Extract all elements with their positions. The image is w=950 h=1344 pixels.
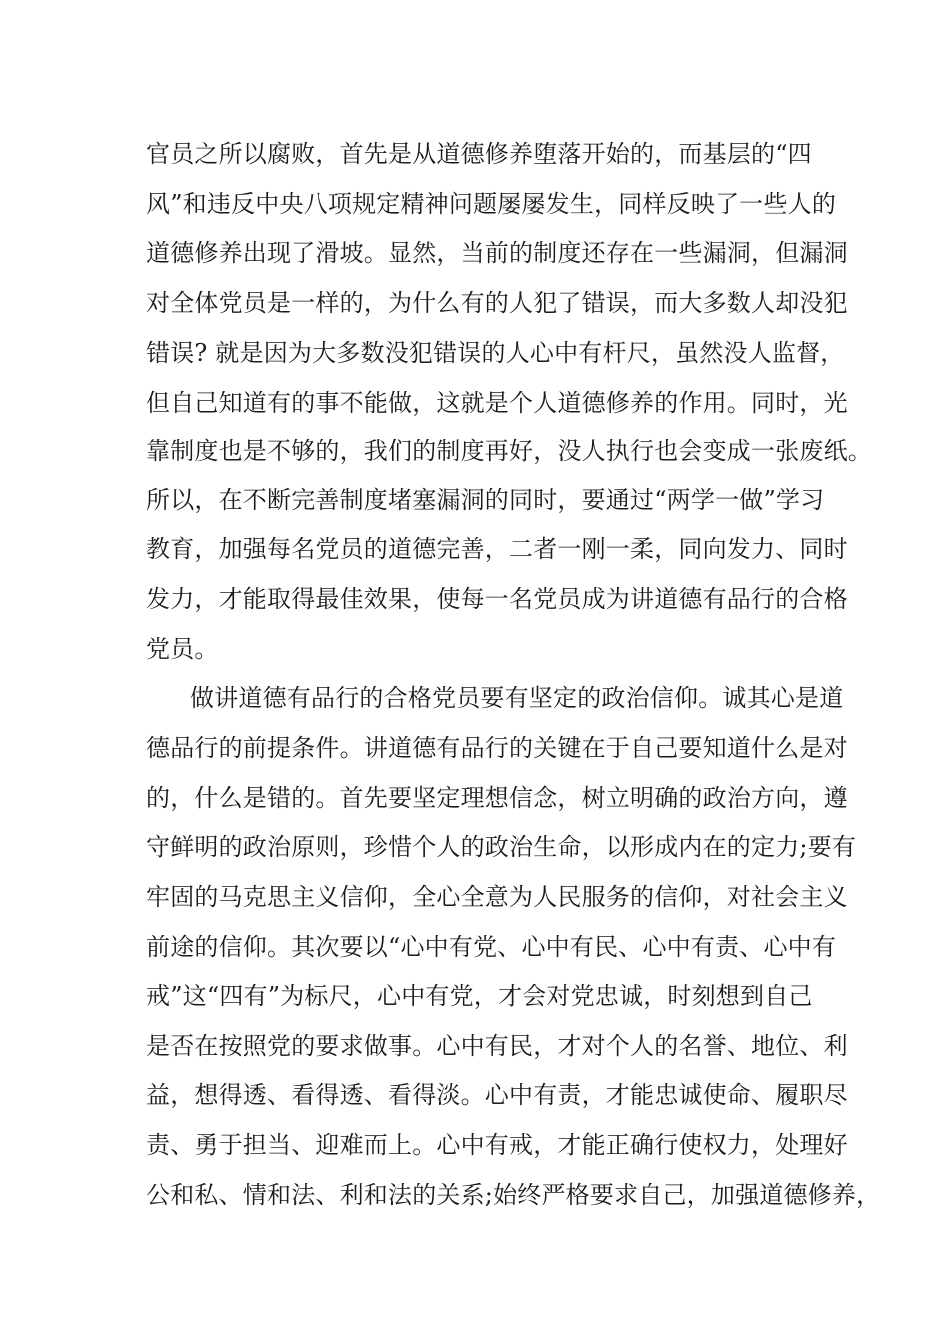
text-line: 错误? 就是因为大多数没犯错误的人心中有杆尺，虽然没人监督， xyxy=(146,339,845,367)
text-line: 教育，加强每名党员的道德完善，二者一刚一柔，同向发力、同时 xyxy=(146,535,848,563)
text-line: 党员。 xyxy=(146,635,219,663)
text-line: 益，想得透、看得透、看得淡。心中有责，才能忠诚使命、履职尽 xyxy=(146,1081,848,1109)
text-line: 的，什么是错的。首先要坚定理想信念，树立明确的政治方向，遵 xyxy=(146,784,848,812)
text-line: 官员之所以腐败，首先是从道德修养堕落开始的，而基层的“四 xyxy=(146,140,812,168)
text-line: 责、勇于担当、迎难而上。心中有戒，才能正确行使权力，处理好 xyxy=(146,1131,848,1159)
text-line: 牢固的马克思主义信仰，全心全意为人民服务的信仰，对社会主义 xyxy=(146,883,848,911)
paragraph-first-line: 做讲道德有品行的合格党员要有坚定的政治信仰。诚其心是道 xyxy=(190,684,844,712)
text-line: 公和私、情和法、利和法的关系;始终严格要求自己，加强道德修养， xyxy=(146,1181,881,1209)
text-line: 道德修养出现了滑坡。显然，当前的制度还存在一些漏洞，但漏洞 xyxy=(146,239,848,267)
text-line: 但自己知道有的事不能做，这就是个人道德修养的作用。同时，光 xyxy=(146,389,848,417)
text-line: 靠制度也是不够的，我们的制度再好，没人执行也会变成一张废纸。 xyxy=(146,437,872,465)
text-line: 戒”这“四有”为标尺，心中有党，才会对党忠诚，时刻想到自己 xyxy=(146,982,813,1010)
text-line: 所以，在不断完善制度堵塞漏洞的同时，要通过“两学一做”学习 xyxy=(146,486,825,514)
text-line: 是否在按照党的要求做事。心中有民，才对个人的名誉、地位、利 xyxy=(146,1032,848,1060)
text-line: 发力，才能取得最佳效果，使每一名党员成为讲道德有品行的合格 xyxy=(146,585,848,613)
text-line: 对全体党员是一样的，为什么有的人犯了错误，而大多数人却没犯 xyxy=(146,289,848,317)
text-line: 前途的信仰。其次要以“心中有党、心中有民、心中有责、心中有 xyxy=(146,933,837,961)
text-line: 德品行的前提条件。讲道德有品行的关键在于自己要知道什么是对 xyxy=(146,734,848,762)
text-line: 守鲜明的政治原则，珍惜个人的政治生命，以形成内在的定力;要有 xyxy=(146,833,857,861)
text-line: 风”和违反中央八项规定精神问题屡屡发生，同样反映了一些人的 xyxy=(146,190,837,218)
